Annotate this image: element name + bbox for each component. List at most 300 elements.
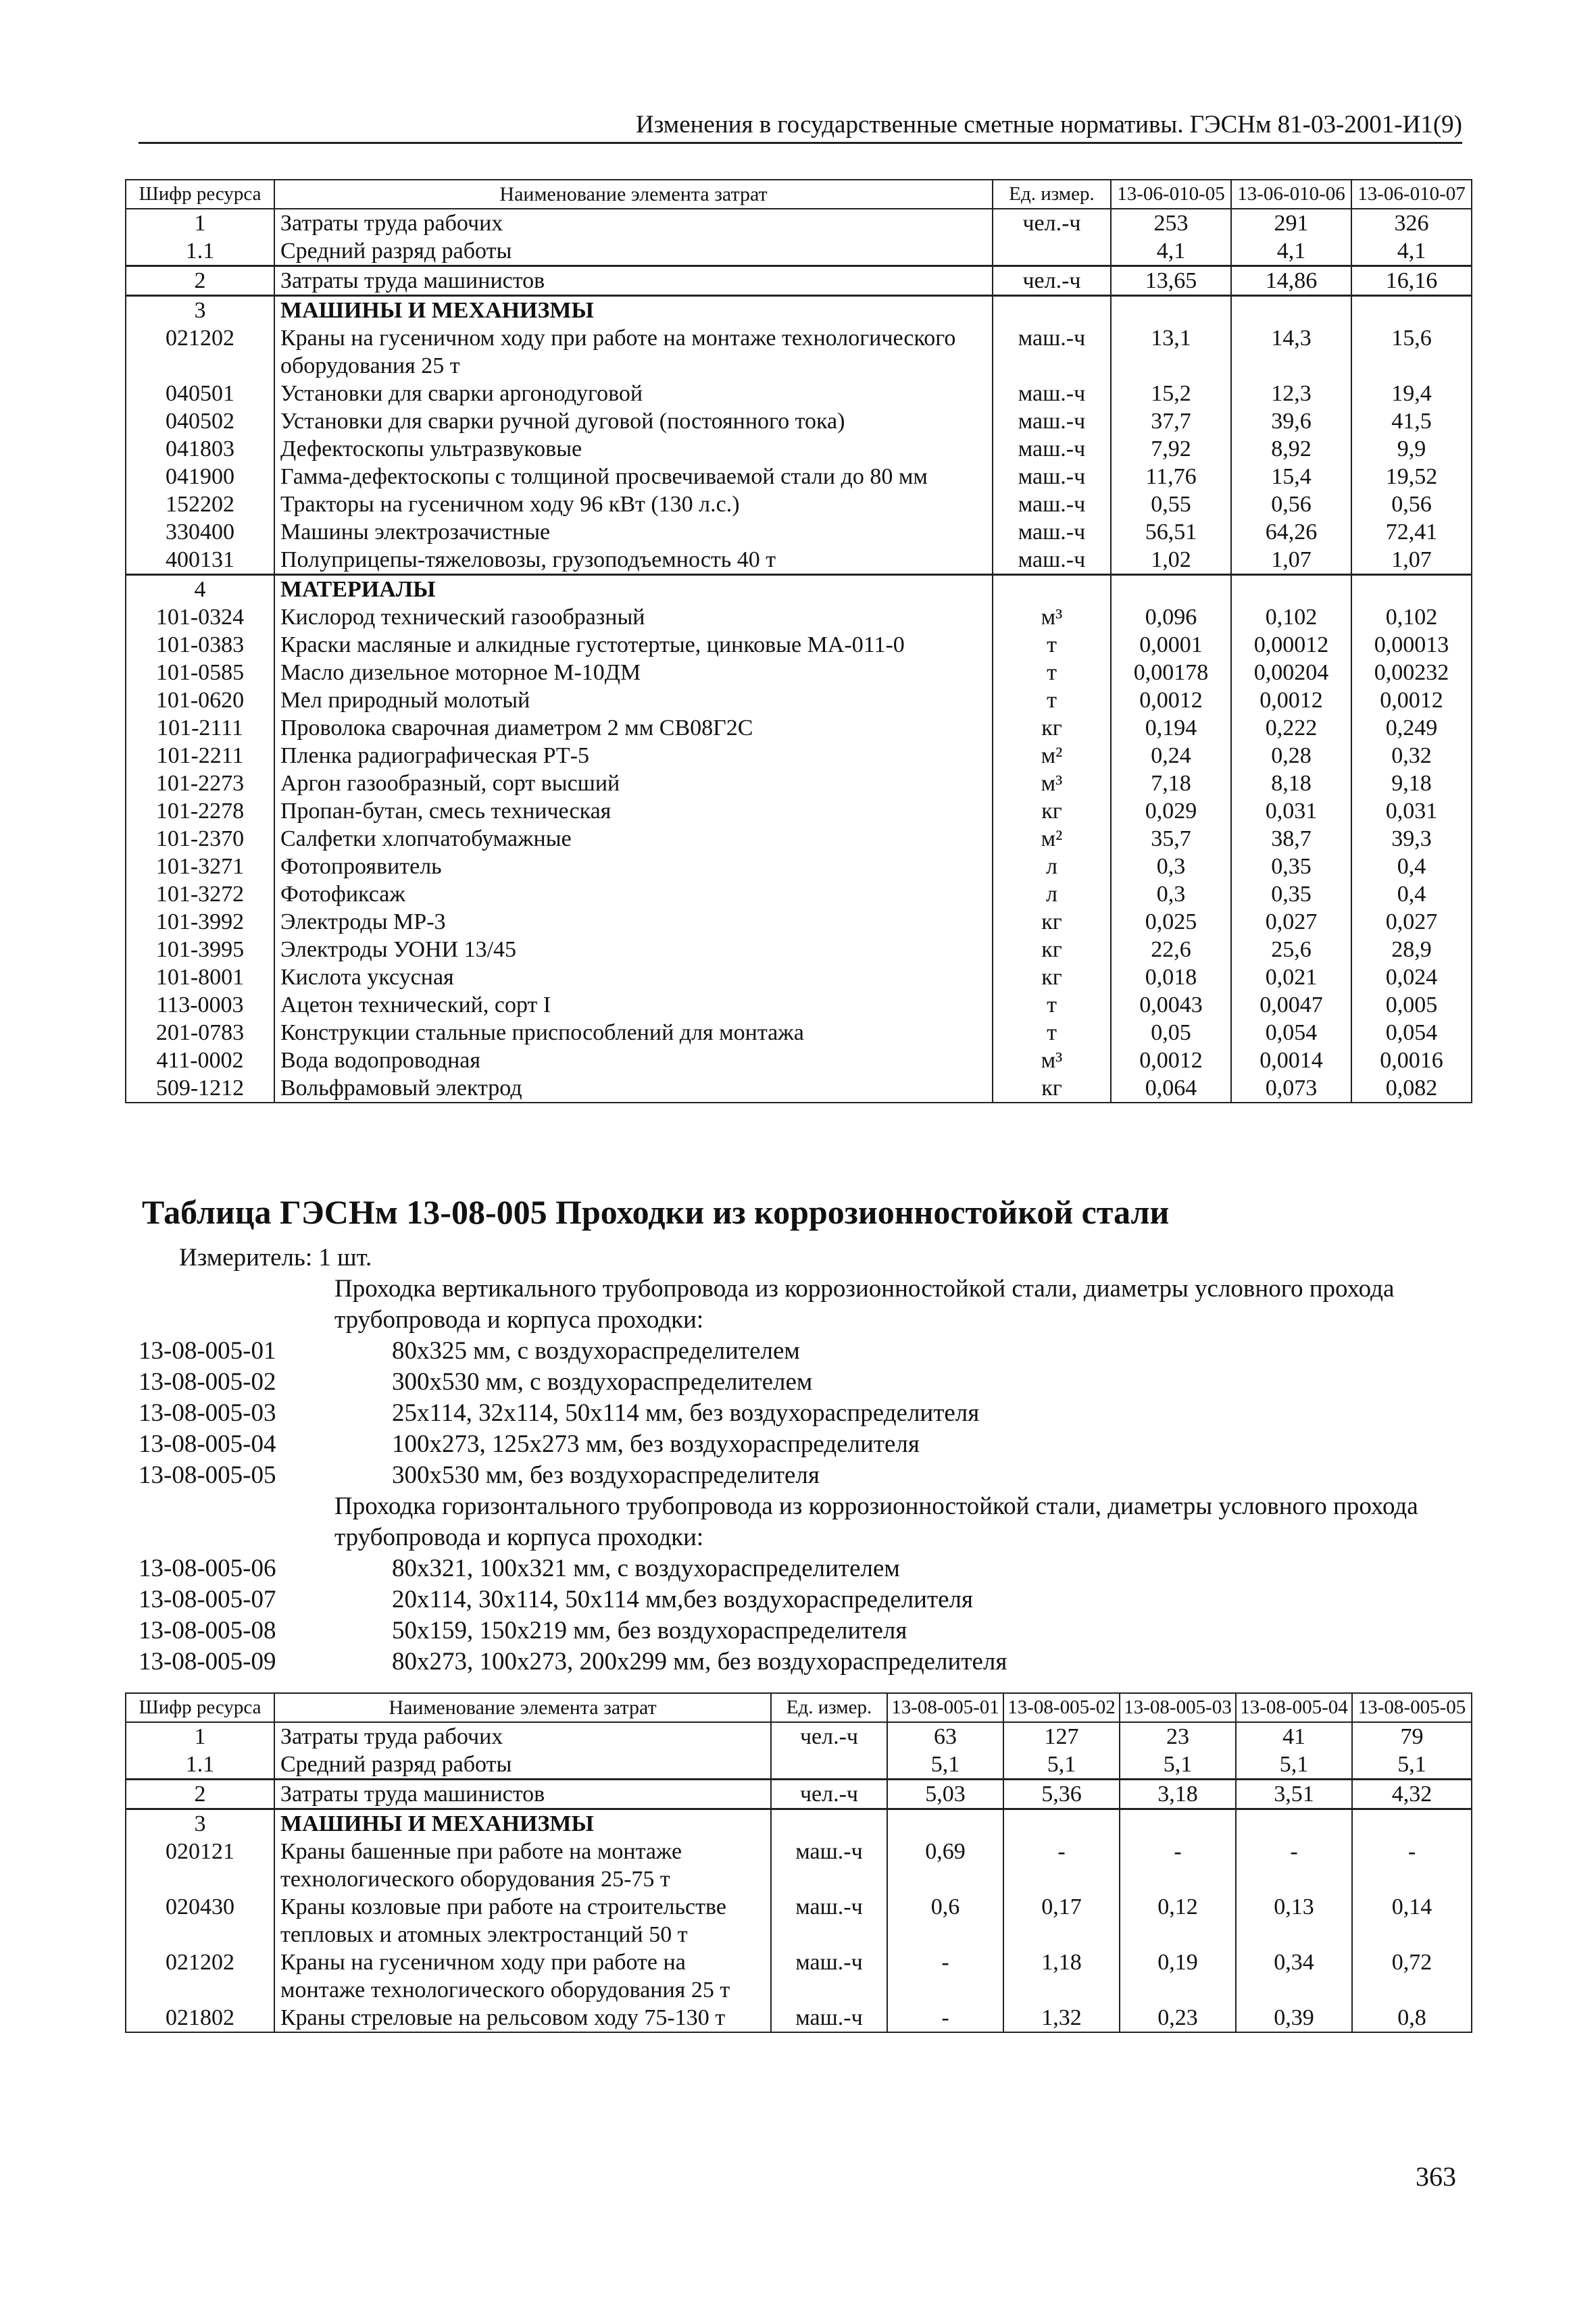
- resource-unit: м³: [993, 770, 1111, 797]
- resource-code: 201-0783: [126, 1019, 274, 1047]
- norm-value: 0,34: [1236, 1948, 1352, 2004]
- resource-unit: маш.-ч: [771, 1948, 887, 2004]
- norm-value: 9,18: [1351, 770, 1472, 797]
- table-row: [126, 1948, 1472, 2004]
- resource-unit: маш.-ч: [993, 324, 1111, 380]
- norm-value: 7,92: [1111, 435, 1231, 463]
- norm-code: 13-08-005-08: [139, 1617, 276, 1644]
- norm-item: [139, 1646, 1463, 1678]
- resource-unit: [993, 237, 1111, 266]
- norm-value: 0,56: [1351, 491, 1472, 518]
- norm-value: 0,005: [1351, 991, 1472, 1019]
- norm-value: 0,0014: [1231, 1047, 1351, 1074]
- table-row: [126, 407, 1472, 435]
- header-norm-code: 13-08-005-05: [1352, 1693, 1472, 1722]
- resource-name: Вольфрамовый электрод: [274, 1074, 993, 1103]
- norm-description: 80х325 мм, с воздухораспределителем: [392, 1337, 800, 1365]
- norm-value: 0,0012: [1111, 1047, 1231, 1074]
- resource-code: 2: [126, 1780, 274, 1809]
- resource-code: 4: [126, 575, 274, 604]
- table-row: [126, 1751, 1472, 1780]
- resource-name: Машины электрозачистные: [274, 518, 993, 546]
- norm-value: 5,1: [887, 1751, 1003, 1780]
- resource-code: 101-8001: [126, 963, 274, 991]
- norm-value: [1003, 1809, 1120, 1838]
- resource-name: Фотофиксаж: [274, 880, 993, 908]
- table-row: [126, 546, 1472, 575]
- table-row: [126, 742, 1472, 770]
- resource-unit: л: [993, 853, 1111, 880]
- resource-code: 101-2111: [126, 714, 274, 742]
- resource-name: Установки для сварки аргонодуговой: [274, 380, 993, 407]
- norm-value: 4,1: [1351, 237, 1472, 266]
- resource-unit: [771, 1809, 887, 1838]
- resource-code: 101-0383: [126, 631, 274, 659]
- table-row: [126, 1019, 1472, 1047]
- norm-value: 0,3: [1111, 880, 1231, 908]
- resource-unit: маш.-ч: [993, 407, 1111, 435]
- norm-value: 0,00204: [1231, 659, 1351, 686]
- resource-code: 400131: [126, 546, 274, 575]
- resource-unit: м²: [993, 742, 1111, 770]
- resource-unit: т: [993, 991, 1111, 1019]
- norm-value: 15,6: [1351, 324, 1472, 380]
- norm-value: 0,69: [887, 1838, 1003, 1893]
- norm-value: 35,7: [1111, 825, 1231, 853]
- norm-value: 9,9: [1351, 435, 1472, 463]
- table-row: [126, 714, 1472, 742]
- table-row: [126, 631, 1472, 659]
- norm-value: 19,4: [1351, 380, 1472, 407]
- norm-value: 0,096: [1111, 603, 1231, 631]
- resource-name: Краны козловые при работе на строительстве тепловых и атомных электростанций 50 т: [274, 1893, 771, 1948]
- section-title: Таблица ГЭСНм 13-08-005 Проходки из коррозионностойкой стали: [142, 1193, 1170, 1231]
- norm-code: 13-08-005-04: [139, 1430, 276, 1458]
- norm-value: 14,86: [1231, 266, 1351, 296]
- resource-unit: маш.-ч: [993, 491, 1111, 518]
- resource-code: 101-3271: [126, 853, 274, 880]
- norm-value: 1,18: [1003, 1948, 1120, 2004]
- resource-name: Полуприцепы-тяжеловозы, грузоподъемность 40 т: [274, 546, 993, 575]
- norm-value: 0,082: [1351, 1074, 1472, 1103]
- resource-unit: кг: [993, 963, 1111, 991]
- resource-code: 101-3272: [126, 880, 274, 908]
- table-row: [126, 963, 1472, 991]
- resource-code: 101-2273: [126, 770, 274, 797]
- norm-value: [887, 1809, 1003, 1838]
- page-header: Изменения в государственные сметные нормативы. ГЭСНм 81-03-2001-И1(9): [139, 108, 1462, 144]
- norm-code: 13-08-005-01: [139, 1337, 276, 1365]
- resource-code: 101-0620: [126, 686, 274, 714]
- norm-value: 326: [1351, 209, 1472, 237]
- resource-unit: т: [993, 659, 1111, 686]
- norm-value: 3,18: [1120, 1780, 1236, 1809]
- resource-code: 1.1: [126, 237, 274, 266]
- table-row: [126, 324, 1472, 380]
- norm-value: 13,65: [1111, 266, 1231, 296]
- norm-value: 0,029: [1111, 797, 1231, 825]
- norm-value: 16,16: [1351, 266, 1472, 296]
- table-header-row: [126, 1693, 1472, 1722]
- header-norm-code: 13-06-010-05: [1111, 180, 1231, 209]
- header-norm-code: 13-08-005-01: [887, 1693, 1003, 1722]
- norm-value: 0,32: [1351, 742, 1472, 770]
- table-row: [126, 1809, 1472, 1838]
- norm-value: 1,32: [1003, 2004, 1120, 2032]
- resource-name: Вода водопроводная: [274, 1047, 993, 1074]
- group-intro: Проходка горизонтального трубопровода из коррозионностойкой стали, диаметры условного прохода трубопровода и корпуса проходки:: [334, 1492, 1418, 1551]
- resource-name: Салфетки хлопчатобумажные: [274, 825, 993, 853]
- resource-unit: маш.-ч: [771, 1893, 887, 1948]
- header-norm-code: 13-08-005-02: [1003, 1693, 1120, 1722]
- norm-value: [1351, 575, 1472, 604]
- resource-code: 021202: [126, 324, 274, 380]
- norm-value: 63: [887, 1722, 1003, 1751]
- norm-value: 28,9: [1351, 936, 1472, 963]
- norm-value: 15,4: [1231, 463, 1351, 491]
- header-name: Наименование элемента затрат: [274, 180, 993, 209]
- norm-value: 0,00012: [1231, 631, 1351, 659]
- resource-name: Пропан-бутан, смесь техническая: [274, 797, 993, 825]
- norm-value: -: [1120, 1838, 1236, 1893]
- norm-value: 0,4: [1351, 880, 1472, 908]
- norm-value: 0,12: [1120, 1893, 1236, 1948]
- resource-unit: чел.-ч: [993, 209, 1111, 237]
- norm-value: 0,00232: [1351, 659, 1472, 686]
- norm-value: 0,4: [1351, 853, 1472, 880]
- resource-name: Аргон газообразный, сорт высший: [274, 770, 993, 797]
- norm-code: 13-08-005-03: [139, 1399, 276, 1427]
- resource-code: 1: [126, 209, 274, 237]
- resource-code: 3: [126, 1809, 274, 1838]
- header-unit: Ед. измер.: [993, 180, 1111, 209]
- resource-name: Дефектоскопы ультразвуковые: [274, 435, 993, 463]
- norm-value: [1111, 296, 1231, 325]
- header-norm-code: 13-08-005-04: [1236, 1693, 1352, 1722]
- norm-value: 79: [1352, 1722, 1472, 1751]
- table-row: [126, 380, 1472, 407]
- header-norm-code: 13-08-005-03: [1120, 1693, 1236, 1722]
- norm-value: 0,0012: [1351, 686, 1472, 714]
- resource-name: Мел природный молотый: [274, 686, 993, 714]
- resource-name: Краны на гусеничном ходу при работе на монтаже технологического оборудования 25 т: [274, 1948, 771, 2004]
- norm-value: 0,28: [1231, 742, 1351, 770]
- norm-value: [1351, 296, 1472, 325]
- resource-name: Затраты труда машинистов: [274, 266, 993, 296]
- norm-value: 0,0016: [1351, 1047, 1472, 1074]
- table-row: [126, 1722, 1472, 1751]
- resource-unit: кг: [993, 908, 1111, 936]
- norm-value: 0,14: [1352, 1893, 1472, 1948]
- norm-value: 0,249: [1351, 714, 1472, 742]
- norm-value: 0,0012: [1231, 686, 1351, 714]
- norm-value: 0,3: [1111, 853, 1231, 880]
- norm-value: 38,7: [1231, 825, 1351, 853]
- resource-code: 411-0002: [126, 1047, 274, 1074]
- norm-code: 13-08-005-05: [139, 1461, 276, 1489]
- norm-value: 0,05: [1111, 1019, 1231, 1047]
- resource-code: 101-2278: [126, 797, 274, 825]
- resource-name: МАШИНЫ И МЕХАНИЗМЫ: [274, 1809, 771, 1838]
- resource-unit: маш.-ч: [993, 463, 1111, 491]
- resource-code: 113-0003: [126, 991, 274, 1019]
- norm-description: 80х321, 100х321 мм, с воздухораспределителем: [392, 1555, 900, 1582]
- resource-unit: чел.-ч: [993, 266, 1111, 296]
- norm-value: [1120, 1809, 1236, 1838]
- table-row: [126, 880, 1472, 908]
- norm-value: 0,72: [1352, 1948, 1472, 2004]
- resource-name: Кислота уксусная: [274, 963, 993, 991]
- norm-value: 7,18: [1111, 770, 1231, 797]
- norm-value: 5,03: [887, 1780, 1003, 1809]
- norm-value: 0,102: [1231, 603, 1351, 631]
- table-row: [126, 825, 1472, 853]
- norm-value: 15,2: [1111, 380, 1231, 407]
- norm-value: 0,064: [1111, 1074, 1231, 1103]
- resource-name: Гамма-дефектоскопы с толщиной просвечиваемой стали до 80 мм: [274, 463, 993, 491]
- resource-unit: маш.-ч: [771, 2004, 887, 2032]
- norm-value: 0,194: [1111, 714, 1231, 742]
- norm-value: 14,3: [1231, 324, 1351, 380]
- resource-name: Проволока сварочная диаметром 2 мм СВ08Г2С: [274, 714, 993, 742]
- resource-name: Затраты труда машинистов: [274, 1780, 771, 1809]
- table-row: [126, 686, 1472, 714]
- norm-code: 13-08-005-02: [139, 1368, 276, 1396]
- norm-value: 0,00178: [1111, 659, 1231, 686]
- norm-value: 1,07: [1351, 546, 1472, 575]
- header-norm-code: 13-06-010-06: [1231, 180, 1351, 209]
- vertical-passage-block: [139, 1274, 1463, 1491]
- norm-value: 12,3: [1231, 380, 1351, 407]
- table-row: [126, 1047, 1472, 1074]
- resource-unit: м²: [993, 825, 1111, 853]
- norm-item: [139, 1584, 1463, 1615]
- resource-unit: маш.-ч: [993, 380, 1111, 407]
- norm-value: -: [887, 2004, 1003, 2032]
- resource-code: 101-0324: [126, 603, 274, 631]
- table-row: [126, 575, 1472, 604]
- resource-unit: чел.-ч: [771, 1722, 887, 1751]
- norm-value: 0,39: [1236, 2004, 1352, 2032]
- norm-value: 0,19: [1120, 1948, 1236, 2004]
- resource-code: 041803: [126, 435, 274, 463]
- norm-value: 0,031: [1351, 797, 1472, 825]
- resource-name: Установки для сварки ручной дуговой (постоянного тока): [274, 407, 993, 435]
- resource-unit: м³: [993, 1047, 1111, 1074]
- resource-code: 3: [126, 296, 274, 325]
- resource-code: 041900: [126, 463, 274, 491]
- resource-name: Электроды МР-3: [274, 908, 993, 936]
- resource-code: 330400: [126, 518, 274, 546]
- resource-name: Масло дизельное моторное М-10ДМ: [274, 659, 993, 686]
- norm-value: [1236, 1809, 1352, 1838]
- norm-code: 13-08-005-09: [139, 1648, 276, 1676]
- norm-value: 0,17: [1003, 1893, 1120, 1948]
- resource-name: Тракторы на гусеничном ходу 96 кВт (130 л.с.): [274, 491, 993, 518]
- norm-value: 0,8: [1352, 2004, 1472, 2032]
- resource-unit: [993, 575, 1111, 604]
- resource-name: Фотопроявитель: [274, 853, 993, 880]
- table-row: [126, 991, 1472, 1019]
- resource-code: 021802: [126, 2004, 274, 2032]
- resource-code: 020430: [126, 1893, 274, 1948]
- resource-unit: чел.-ч: [771, 1780, 887, 1809]
- resource-code: 1: [126, 1722, 274, 1751]
- norm-value: 0,054: [1231, 1019, 1351, 1047]
- norm-value: 22,6: [1111, 936, 1231, 963]
- resource-name: Кислород технический газообразный: [274, 603, 993, 631]
- norm-item: [139, 1460, 1463, 1491]
- norm-value: 0,24: [1111, 742, 1231, 770]
- norm-value: 64,26: [1231, 518, 1351, 546]
- norm-description: 300х530 мм, без воздухораспределителя: [392, 1461, 820, 1489]
- norm-value: 39,6: [1231, 407, 1351, 435]
- header-name: Наименование элемента затрат: [274, 1693, 771, 1722]
- resource-name: Средний разряд работы: [274, 1751, 771, 1780]
- resource-unit: [771, 1751, 887, 1780]
- norm-value: 41: [1236, 1722, 1352, 1751]
- table-row: [126, 266, 1472, 296]
- resource-name: Конструкции стальные приспособлений для монтажа: [274, 1019, 993, 1047]
- norm-value: [1111, 575, 1231, 604]
- norm-value: 0,0047: [1231, 991, 1351, 1019]
- norm-value: 5,1: [1003, 1751, 1120, 1780]
- resource-unit: кг: [993, 1074, 1111, 1103]
- norm-value: 0,054: [1351, 1019, 1472, 1047]
- resource-code: 040502: [126, 407, 274, 435]
- resource-code: 152202: [126, 491, 274, 518]
- norm-value: 0,102: [1351, 603, 1472, 631]
- resource-name: Затраты труда рабочих: [274, 1722, 771, 1751]
- resource-unit: маш.-ч: [993, 518, 1111, 546]
- resource-unit: т: [993, 631, 1111, 659]
- norm-value: 4,32: [1352, 1780, 1472, 1809]
- norm-value: 41,5: [1351, 407, 1472, 435]
- page-number: 363: [1416, 2161, 1456, 2192]
- resource-code: 040501: [126, 380, 274, 407]
- norm-item: [139, 1615, 1463, 1646]
- norm-value: 37,7: [1111, 407, 1231, 435]
- norm-value: 0,027: [1351, 908, 1472, 936]
- table-row: [126, 770, 1472, 797]
- norm-value: 5,1: [1120, 1751, 1236, 1780]
- norm-value: 0,35: [1231, 853, 1351, 880]
- table-row: [126, 491, 1472, 518]
- resource-code: 101-2370: [126, 825, 274, 853]
- table-row: [126, 603, 1472, 631]
- norm-value: 0,025: [1111, 908, 1231, 936]
- norm-description: 80х273, 100х273, 200х299 мм, без воздухораспределителя: [392, 1648, 1007, 1676]
- norm-value: 5,1: [1236, 1751, 1352, 1780]
- resource-unit: кг: [993, 797, 1111, 825]
- table-row: [126, 853, 1472, 880]
- norm-value: 1,02: [1111, 546, 1231, 575]
- header-unit: Ед. измер.: [771, 1693, 887, 1722]
- resource-name: Пленка радиографическая РТ-5: [274, 742, 993, 770]
- table-row: [126, 1074, 1472, 1103]
- norm-value: 0,13: [1236, 1893, 1352, 1948]
- norm-value: 0,0043: [1111, 991, 1231, 1019]
- norm-description: 20х114, 30х114, 50х114 мм,без воздухораспределителя: [392, 1586, 974, 1613]
- horizontal-passage-block: [139, 1491, 1463, 1678]
- norm-item: [139, 1398, 1463, 1429]
- resource-code: 101-0585: [126, 659, 274, 686]
- resource-name: Краны стреловые на рельсовом ходу 75-130 т: [274, 2004, 771, 2032]
- norm-value: 25,6: [1231, 936, 1351, 963]
- table-row: [126, 435, 1472, 463]
- norm-value: 4,1: [1231, 237, 1351, 266]
- norm-value: -: [1352, 1838, 1472, 1893]
- resource-unit: маш.-ч: [993, 546, 1111, 575]
- resource-unit: [993, 296, 1111, 325]
- resource-unit: т: [993, 686, 1111, 714]
- norm-code: 13-08-005-06: [139, 1555, 276, 1582]
- table-row: [126, 1838, 1472, 1893]
- resource-unit: л: [993, 880, 1111, 908]
- header-code: Шифр ресурса: [126, 180, 274, 209]
- norm-item: [139, 1367, 1463, 1398]
- norm-value: -: [887, 1948, 1003, 2004]
- resource-name: МАШИНЫ И МЕХАНИЗМЫ: [274, 296, 993, 325]
- norm-value: -: [1003, 1838, 1120, 1893]
- resource-unit: маш.-ч: [993, 435, 1111, 463]
- meter-text: Измеритель: 1 шт.: [179, 1244, 372, 1272]
- resource-code: 020121: [126, 1838, 274, 1893]
- table-row: [126, 936, 1472, 963]
- norm-value: [1352, 1809, 1472, 1838]
- resource-unit: маш.-ч: [771, 1838, 887, 1893]
- resource-code: 101-2211: [126, 742, 274, 770]
- resource-code: 1.1: [126, 1751, 274, 1780]
- norm-description: 25х114, 32х114, 50х114 мм, без воздухораспределителя: [392, 1399, 980, 1427]
- norm-value: 0,073: [1231, 1074, 1351, 1103]
- resource-code: 2: [126, 266, 274, 296]
- table-header-row: [126, 180, 1472, 209]
- norm-value: 0,0012: [1111, 686, 1231, 714]
- norm-value: 23: [1120, 1722, 1236, 1751]
- table-row: [126, 908, 1472, 936]
- header-code: Шифр ресурса: [126, 1693, 274, 1722]
- table-row: [126, 518, 1472, 546]
- norm-item: [139, 1336, 1463, 1367]
- norm-item: [139, 1553, 1463, 1584]
- norm-description: 50х159, 150х219 мм, без воздухораспределителя: [392, 1617, 907, 1644]
- norm-value: 1,07: [1231, 546, 1351, 575]
- norm-value: 0,55: [1111, 491, 1231, 518]
- norm-value: 291: [1231, 209, 1351, 237]
- norm-value: 8,18: [1231, 770, 1351, 797]
- resource-name: МАТЕРИАЛЫ: [274, 575, 993, 604]
- norm-value: 13,1: [1111, 324, 1231, 380]
- header-norm-code: 13-06-010-07: [1351, 180, 1472, 209]
- resource-name: Электроды УОНИ 13/45: [274, 936, 993, 963]
- resource-code: 101-3992: [126, 908, 274, 936]
- norm-value: 0,23: [1120, 2004, 1236, 2032]
- norm-value: 19,52: [1351, 463, 1472, 491]
- resource-name: Краски масляные и алкидные густотертые, цинковые МА-011-0: [274, 631, 993, 659]
- norm-value: 0,35: [1231, 880, 1351, 908]
- resource-code: 509-1212: [126, 1074, 274, 1103]
- norm-value: 0,00013: [1351, 631, 1472, 659]
- norm-value: 0,56: [1231, 491, 1351, 518]
- norm-description: 300х530 мм, с воздухораспределителем: [392, 1368, 813, 1396]
- resource-unit: кг: [993, 714, 1111, 742]
- resource-unit: т: [993, 1019, 1111, 1047]
- table-row: [126, 296, 1472, 325]
- norm-value: 0,0001: [1111, 631, 1231, 659]
- norm-value: 0,027: [1231, 908, 1351, 936]
- norm-value: -: [1236, 1838, 1352, 1893]
